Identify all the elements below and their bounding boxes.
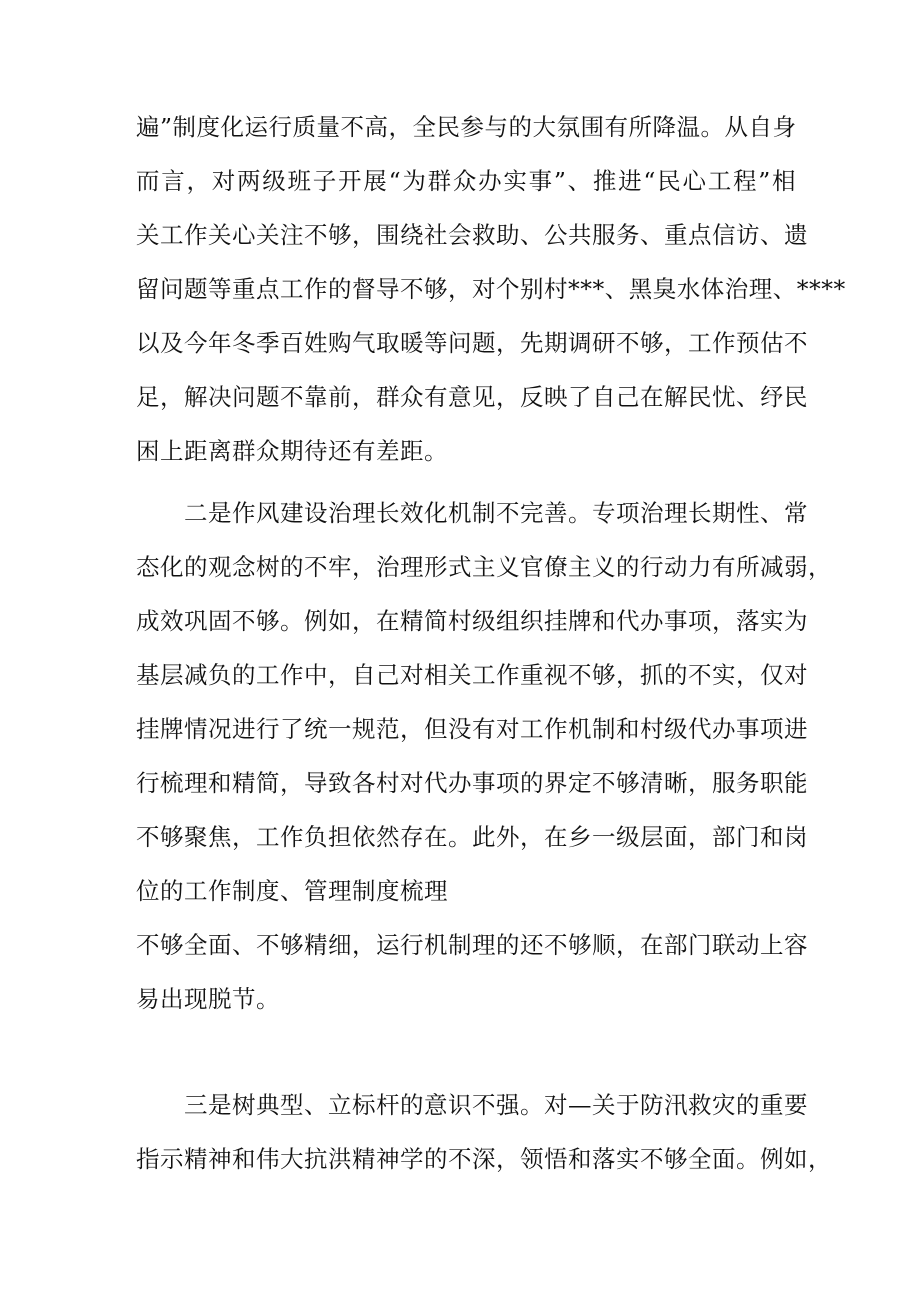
text-line: 以及今年冬季百姓购气取暖等问题，先期调研不够，工作预估不 [136,329,808,357]
text-line: 关工作关心关注不够，围绕社会救助、公共服务、重点信访、遗 [136,221,808,249]
text-line: 足，解决问题不靠前，群众有意见，反映了自己在解民忧、纾民 [136,383,808,411]
text-line: 态化的观念树的不牢，治理形式主义官僚主义的行动力有所减弱， [136,553,832,581]
text-line: 位的工作制度、管理制度梳理 [136,877,448,905]
text-line: 不够聚焦，工作负担依然存在。此外，在乡一级层面，部门和岗 [136,823,808,851]
text-line: 成效巩固不够。例如，在精简村级组织挂牌和代办事项，落实为 [136,607,808,635]
text-line: 遍”制度化运行质量不高，全民参与的大氛围有所降温。从自身 [136,113,797,141]
paragraph-3 [136,918,808,1026]
text-line: 行梳理和精简，导致各村对代办事项的界定不够清晰，服务职能 [136,769,808,797]
text-line: 挂牌情况进行了统一规范，但没有对工作机制和村级代办事项进 [136,715,808,743]
text-line: 不够全面、不够精细，运行机制理的还不够顺，在部门联动上容 [136,931,808,959]
text-line: 留问题等重点工作的督导不够，对个别村***、黑臭水体治理、**** [136,275,846,303]
text-line: 三是树典型、立标杆的意识不强。对—关于防汛救灾的重要 [184,1091,808,1119]
text-line: 易出现脱节。 [136,985,280,1013]
text-line: 而言，对两级班子开展“为群众办实事”、推进“民心工程”相 [136,167,796,195]
text-line: 困上距离群众期待还有差距。 [136,437,448,465]
text-line: 指示精神和伟大抗洪精神学的不深，领悟和落实不够全面。例如， [136,1145,832,1173]
paragraph-2 [136,486,832,918]
text-line: 基层减负的工作中，自己对相关工作重视不够，抓的不实，仅对 [136,661,808,689]
text-line: 二是作风建设治理长效化机制不完善。专项治理长期性、常 [184,499,808,527]
paragraph-1 [136,100,846,478]
paragraph-4 [136,1078,832,1186]
